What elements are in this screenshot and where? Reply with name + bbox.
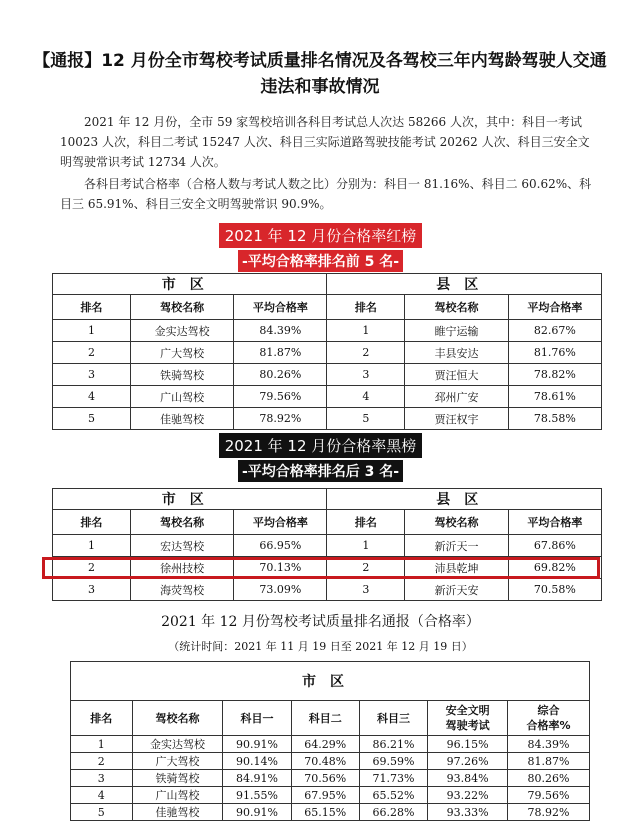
subject1-cell: 90.91% (223, 804, 291, 821)
col-composite-rate (508, 701, 590, 736)
rank-cell: 1 (327, 535, 405, 557)
school-cell: 佳驰驾校 (132, 804, 223, 821)
col-composite-line2: 合格率% (526, 719, 571, 732)
col-rank: 排名 (327, 295, 405, 320)
subject3-cell: 65.52% (359, 787, 427, 804)
black-list-table (52, 488, 602, 601)
subject2-cell: 67.95% (291, 787, 359, 804)
city-section-header: 市区 (53, 489, 327, 510)
rank-cell: 5 (327, 408, 405, 430)
rank-cell: 2 (327, 557, 405, 579)
safety-cell: 93.84% (428, 770, 508, 787)
table-row (71, 753, 590, 770)
rate-cell: 78.82% (508, 364, 601, 386)
rank-cell: 2 (71, 753, 133, 770)
rate-cell: 82.67% (508, 320, 601, 342)
rank-cell: 4 (327, 386, 405, 408)
highlight-box (42, 557, 600, 579)
col-avg-rate: 平均合格率 (508, 295, 601, 320)
black-list-subtitle: -平均合格率排名后 3 名- (238, 460, 403, 482)
document-title: 【通报】12 月份全市驾校考试质量排名情况及各驾校三年内驾龄驾驶人交通违法和事故情况 (33, 51, 607, 97)
rank-cell: 2 (53, 557, 131, 579)
table-row (53, 535, 602, 557)
school-cell: 邳州广安 (405, 386, 508, 408)
col-rank: 排名 (53, 510, 131, 535)
composite-cell: 84.39% (508, 736, 590, 753)
subject2-cell: 70.56% (291, 770, 359, 787)
red-list-subtitle: -平均合格率排名前 5 名- (238, 250, 403, 272)
col-safety-line2: 驾驶考试 (445, 719, 490, 732)
rank-cell: 3 (327, 364, 405, 386)
rate-cell: 81.76% (508, 342, 601, 364)
report-section-header: 市区 (71, 662, 590, 701)
col-avg-rate: 平均合格率 (234, 510, 327, 535)
col-subject3: 科目三 (359, 701, 427, 736)
red-list-title: 2021 年 12 月份合格率红榜 (219, 223, 423, 248)
rank-cell: 1 (53, 535, 131, 557)
table-row (53, 364, 602, 386)
subject1-cell: 90.14% (223, 753, 291, 770)
table-row (71, 787, 590, 804)
school-cell: 海荧驾校 (130, 579, 233, 601)
black-list-title: 2021 年 12 月份合格率黑榜 (219, 433, 423, 458)
school-cell: 新沂天安 (405, 579, 508, 601)
rank-cell: 3 (71, 770, 133, 787)
rate-cell: 78.92% (234, 408, 327, 430)
table-row (71, 770, 590, 787)
rank-cell: 2 (327, 342, 405, 364)
col-school: 驾校名称 (132, 701, 223, 736)
pass-rate-paragraph: 各科目考试合格率（合格人数与考试人数之比）分别为：科目一 81.16%、科目二 60.62%、科目三 65.91%、科目三安全文明驾驶常识 90.9%。 (60, 177, 592, 211)
rank-cell: 3 (53, 364, 131, 386)
composite-cell: 80.26% (508, 770, 590, 787)
col-avg-rate: 平均合格率 (508, 510, 601, 535)
table-row (53, 579, 602, 601)
col-subject2: 科目二 (291, 701, 359, 736)
safety-cell: 96.15% (428, 736, 508, 753)
table-row (71, 736, 590, 753)
safety-cell: 93.33% (428, 804, 508, 821)
col-school: 驾校名称 (405, 510, 508, 535)
rate-cell: 69.82% (508, 557, 601, 579)
school-cell: 铁骑驾校 (132, 770, 223, 787)
school-cell: 金实达驾校 (132, 736, 223, 753)
school-cell: 铁骑驾校 (130, 364, 233, 386)
subject2-cell: 65.15% (291, 804, 359, 821)
county-section-header: 县区 (327, 489, 602, 510)
black-list-subbanner (0, 460, 641, 482)
school-cell: 广大驾校 (130, 342, 233, 364)
subject2-cell: 64.29% (291, 736, 359, 753)
subject3-cell: 66.28% (359, 804, 427, 821)
city-section-header: 市区 (53, 274, 327, 295)
school-cell: 贾汪恒大 (405, 364, 508, 386)
rate-cell: 78.58% (508, 408, 601, 430)
school-cell: 贾汪权宇 (405, 408, 508, 430)
table-row (71, 804, 590, 821)
rate-cell: 67.86% (508, 535, 601, 557)
school-cell: 沛县乾坤 (405, 557, 508, 579)
red-list-subbanner (0, 250, 641, 272)
school-cell: 宏达驾校 (130, 535, 233, 557)
subject1-cell: 90.91% (223, 736, 291, 753)
school-cell: 广大驾校 (132, 753, 223, 770)
subject3-cell: 69.59% (359, 753, 427, 770)
rate-cell: 81.87% (234, 342, 327, 364)
rate-cell: 80.26% (234, 364, 327, 386)
composite-cell: 81.87% (508, 753, 590, 770)
col-school: 驾校名称 (405, 295, 508, 320)
rate-cell: 79.56% (234, 386, 327, 408)
subject2-cell: 70.48% (291, 753, 359, 770)
rank-cell: 5 (53, 408, 131, 430)
rank-cell: 1 (71, 736, 133, 753)
col-rank: 排名 (53, 295, 131, 320)
school-cell: 徐州技校 (130, 557, 233, 579)
subject3-cell: 86.21% (359, 736, 427, 753)
col-school: 驾校名称 (130, 510, 233, 535)
rank-cell: 1 (53, 320, 131, 342)
report-title: 2021 年 12 月份驾校考试质量排名通报（合格率） (161, 614, 480, 630)
school-cell: 金实达驾校 (130, 320, 233, 342)
black-list-banner (0, 433, 641, 458)
red-list-banner (0, 223, 641, 248)
rate-cell: 70.13% (234, 557, 327, 579)
school-cell: 睢宁运输 (405, 320, 508, 342)
rate-cell: 73.09% (234, 579, 327, 601)
rank-cell: 1 (327, 320, 405, 342)
red-list-table (52, 273, 602, 430)
rate-cell: 70.58% (508, 579, 601, 601)
subject1-cell: 84.91% (223, 770, 291, 787)
safety-cell: 93.22% (428, 787, 508, 804)
school-cell: 丰县安达 (405, 342, 508, 364)
table-row (53, 342, 602, 364)
report-subtitle: （统计时间：2021 年 11 月 19 日至 2021 年 12 月 19 日） (168, 640, 473, 653)
rank-cell: 3 (327, 579, 405, 601)
rank-cell: 2 (53, 342, 131, 364)
table-row (53, 408, 602, 430)
col-composite-line1: 综合 (537, 704, 560, 717)
rank-cell: 4 (71, 787, 133, 804)
col-subject1: 科目一 (223, 701, 291, 736)
rank-cell: 5 (71, 804, 133, 821)
col-safety-exam (428, 701, 508, 736)
report-table (70, 661, 590, 821)
col-safety-line1: 安全文明 (445, 704, 490, 717)
intro-paragraph: 2021 年 12 月份，全市 59 家驾校培训各科目考试总人次达 58266 人次，其中：科目一考试 10023 人次，科目二考试 15247 人次、科目三实际道路驾驶技能考试 20262 人次、科目三安全文明驾驶常识考试 12734 人次。 (60, 115, 590, 169)
county-section-header: 县区 (327, 274, 602, 295)
subject1-cell: 91.55% (223, 787, 291, 804)
rate-cell: 66.95% (234, 535, 327, 557)
table-row (53, 320, 602, 342)
school-cell: 新沂天一 (405, 535, 508, 557)
rate-cell: 78.61% (508, 386, 601, 408)
rate-cell: 84.39% (234, 320, 327, 342)
subject3-cell: 71.73% (359, 770, 427, 787)
school-cell: 广山驾校 (132, 787, 223, 804)
col-rank: 排名 (327, 510, 405, 535)
col-school: 驾校名称 (130, 295, 233, 320)
rank-cell: 3 (53, 579, 131, 601)
composite-cell: 78.92% (508, 804, 590, 821)
col-rank: 排名 (71, 701, 133, 736)
school-cell: 佳驰驾校 (130, 408, 233, 430)
table-row (53, 386, 602, 408)
col-avg-rate: 平均合格率 (234, 295, 327, 320)
composite-cell: 79.56% (508, 787, 590, 804)
school-cell: 广山驾校 (130, 386, 233, 408)
safety-cell: 97.26% (428, 753, 508, 770)
rank-cell: 4 (53, 386, 131, 408)
